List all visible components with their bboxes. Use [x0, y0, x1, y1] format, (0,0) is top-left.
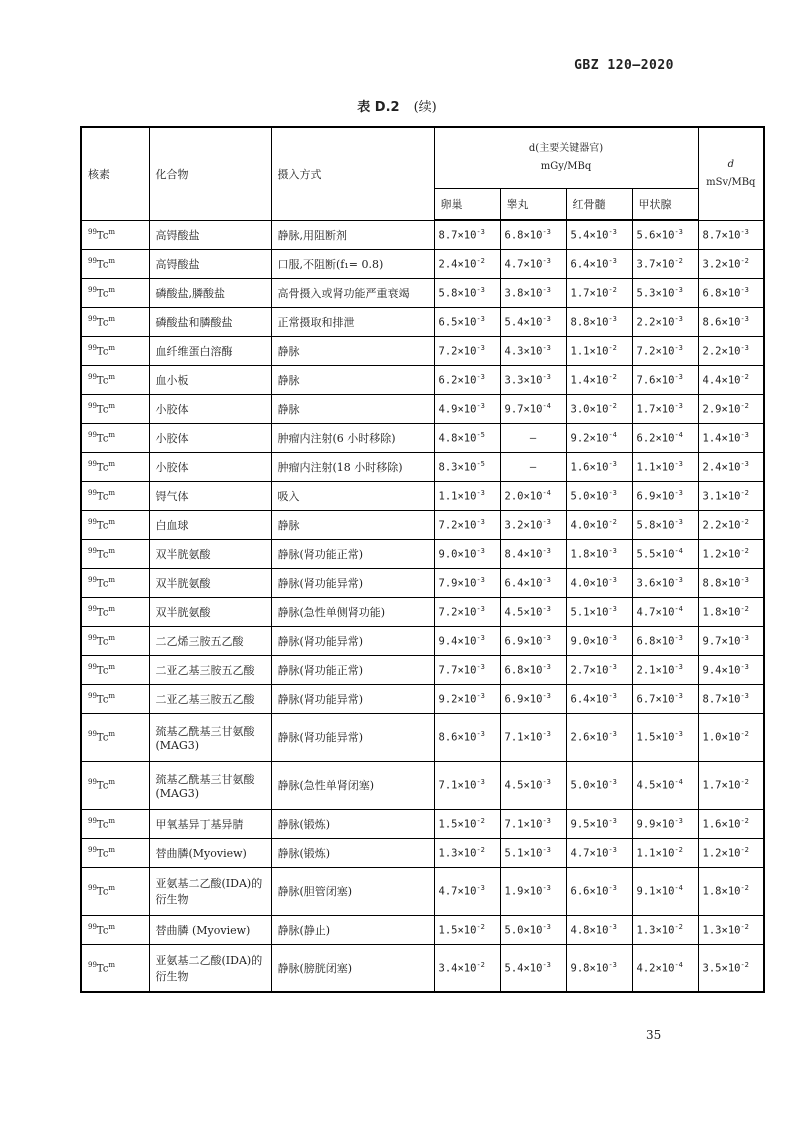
table-row [81, 867, 764, 915]
cell-effective-dose: $2.2\times 10^{-2}$ [698, 510, 764, 539]
cell-compound: 二乙烯三胺五乙酸 [149, 626, 271, 655]
cell-ovary-dose: $5.8\times 10^{-3}$ [434, 278, 500, 307]
cell-red-marrow-dose: $6.4\times 10^{-3}$ [566, 684, 632, 713]
cell-compound: 高锝酸盐 [149, 220, 271, 249]
cell-compound: 锝气体 [149, 481, 271, 510]
cell-nuclide: $^{99}$Tc$^m$ [81, 336, 149, 365]
cell-red-marrow-dose: $6.6\times 10^{-3}$ [566, 867, 632, 915]
cell-nuclide: $^{99}$Tc$^m$ [81, 278, 149, 307]
cell-thyroid-dose: $5.5\times 10^{-4}$ [632, 539, 698, 568]
header-effective-dose-unit: mSv/MBq [706, 176, 756, 188]
cell-testis-dose: $5.1\times 10^{-3}$ [500, 838, 566, 867]
table-row [81, 481, 764, 510]
cell-compound: 替曲膦(Myoview) [149, 838, 271, 867]
cell-red-marrow-dose: $1.1\times 10^{-2}$ [566, 336, 632, 365]
cell-intake: 吸入 [271, 481, 434, 510]
cell-intake: 静脉(肾功能异常) [271, 684, 434, 713]
table-row [81, 597, 764, 626]
cell-testis-dose: $9.7\times 10^{-4}$ [500, 394, 566, 423]
header-effective-dose-label: d [727, 158, 734, 170]
cell-thyroid-dose: $1.1\times 10^{-2}$ [632, 838, 698, 867]
cell-testis-dose: — [500, 423, 566, 452]
cell-effective-dose: $1.0\times 10^{-2}$ [698, 713, 764, 761]
cell-intake: 静脉(锻炼) [271, 838, 434, 867]
cell-effective-dose: $1.8\times 10^{-2}$ [698, 597, 764, 626]
cell-effective-dose: $1.4\times 10^{-3}$ [698, 423, 764, 452]
cell-thyroid-dose: $6.2\times 10^{-4}$ [632, 423, 698, 452]
cell-red-marrow-dose: $6.4\times 10^{-3}$ [566, 249, 632, 278]
table-title: 表 D.2 [357, 100, 400, 115]
cell-nuclide: $^{99}$Tc$^m$ [81, 568, 149, 597]
cell-effective-dose: $4.4\times 10^{-2}$ [698, 365, 764, 394]
cell-thyroid-dose: $4.2\times 10^{-4}$ [632, 944, 698, 992]
cell-testis-dose: $7.1\times 10^{-3}$ [500, 713, 566, 761]
cell-compound: 亚氨基二乙酸(IDA)的衍生物 [149, 867, 271, 915]
cell-ovary-dose: $9.2\times 10^{-3}$ [434, 684, 500, 713]
cell-red-marrow-dose: $4.0\times 10^{-2}$ [566, 510, 632, 539]
cell-compound: 血纤维蛋白溶酶 [149, 336, 271, 365]
cell-testis-dose: $4.5\times 10^{-3}$ [500, 597, 566, 626]
cell-compound: 白血球 [149, 510, 271, 539]
cell-compound: 双半胱氨酸 [149, 597, 271, 626]
cell-ovary-dose: $6.5\times 10^{-3}$ [434, 307, 500, 336]
cell-red-marrow-dose: $3.0\times 10^{-2}$ [566, 394, 632, 423]
cell-red-marrow-dose: $4.0\times 10^{-3}$ [566, 568, 632, 597]
cell-testis-dose: $1.9\times 10^{-3}$ [500, 867, 566, 915]
cell-testis-dose: $6.9\times 10^{-3}$ [500, 684, 566, 713]
cell-ovary-dose: $1.5\times 10^{-2}$ [434, 809, 500, 838]
cell-nuclide: $^{99}$Tc$^m$ [81, 838, 149, 867]
cell-intake: 静脉(肾功能异常) [271, 568, 434, 597]
cell-red-marrow-dose: $1.7\times 10^{-2}$ [566, 278, 632, 307]
cell-testis-dose: $4.3\times 10^{-3}$ [500, 336, 566, 365]
cell-intake: 静脉(肾功能正常) [271, 539, 434, 568]
cell-nuclide: $^{99}$Tc$^m$ [81, 481, 149, 510]
cell-testis-dose: $3.3\times 10^{-3}$ [500, 365, 566, 394]
cell-thyroid-dose: $4.7\times 10^{-4}$ [632, 597, 698, 626]
cell-intake: 静脉(急性单侧肾功能) [271, 597, 434, 626]
cell-red-marrow-dose: $4.8\times 10^{-3}$ [566, 915, 632, 944]
cell-intake: 静脉(胆管闭塞) [271, 867, 434, 915]
cell-testis-dose: $3.8\times 10^{-3}$ [500, 278, 566, 307]
cell-ovary-dose: $3.4\times 10^{-2}$ [434, 944, 500, 992]
table-row [81, 626, 764, 655]
cell-intake: 正常摄取和排泄 [271, 307, 434, 336]
cell-testis-dose: $6.9\times 10^{-3}$ [500, 626, 566, 655]
cell-compound: 小胶体 [149, 452, 271, 481]
cell-thyroid-dose: $1.3\times 10^{-2}$ [632, 915, 698, 944]
cell-intake: 口服,不阻断(f₁= 0.8) [271, 249, 434, 278]
cell-nuclide: $^{99}$Tc$^m$ [81, 684, 149, 713]
cell-thyroid-dose: $2.1\times 10^{-3}$ [632, 655, 698, 684]
cell-ovary-dose: $1.3\times 10^{-2}$ [434, 838, 500, 867]
header-organ-red-marrow: 红骨髓 [566, 189, 632, 221]
table-row [81, 510, 764, 539]
cell-intake: 静脉(肾功能异常) [271, 713, 434, 761]
cell-compound: 磷酸盐和膦酸盐 [149, 307, 271, 336]
cell-nuclide: $^{99}$Tc$^m$ [81, 655, 149, 684]
cell-red-marrow-dose: $1.6\times 10^{-3}$ [566, 452, 632, 481]
header-compound: 化合物 [149, 127, 271, 220]
cell-testis-dose: $5.4\times 10^{-3}$ [500, 944, 566, 992]
cell-nuclide: $^{99}$Tc$^m$ [81, 307, 149, 336]
cell-ovary-dose: $7.7\times 10^{-3}$ [434, 655, 500, 684]
header-organ-dose-label: d(主要关键器官) [528, 143, 604, 154]
header-organ-dose [434, 127, 698, 189]
cell-effective-dose: $8.6\times 10^{-3}$ [698, 307, 764, 336]
cell-intake: 静脉(急性单肾闭塞) [271, 761, 434, 809]
table-row [81, 394, 764, 423]
cell-red-marrow-dose: $5.0\times 10^{-3}$ [566, 481, 632, 510]
cell-effective-dose: $1.6\times 10^{-2}$ [698, 809, 764, 838]
cell-ovary-dose: $7.2\times 10^{-3}$ [434, 510, 500, 539]
cell-thyroid-dose: $4.5\times 10^{-4}$ [632, 761, 698, 809]
cell-nuclide: $^{99}$Tc$^m$ [81, 761, 149, 809]
cell-compound: 亚氨基二乙酸(IDA)的衍生物 [149, 944, 271, 992]
header-intake: 摄入方式 [271, 127, 434, 220]
cell-ovary-dose: $9.0\times 10^{-3}$ [434, 539, 500, 568]
cell-thyroid-dose: $1.7\times 10^{-3}$ [632, 394, 698, 423]
cell-compound: 磷酸盐,膦酸盐 [149, 278, 271, 307]
dose-table [80, 126, 765, 993]
cell-effective-dose: $2.4\times 10^{-3}$ [698, 452, 764, 481]
table-row [81, 539, 764, 568]
cell-ovary-dose: $9.4\times 10^{-3}$ [434, 626, 500, 655]
cell-nuclide: $^{99}$Tc$^m$ [81, 809, 149, 838]
cell-nuclide: $^{99}$Tc$^m$ [81, 539, 149, 568]
cell-effective-dose: $1.2\times 10^{-2}$ [698, 539, 764, 568]
cell-ovary-dose: $1.5\times 10^{-2}$ [434, 915, 500, 944]
table-continued: (续) [413, 100, 437, 115]
cell-ovary-dose: $7.2\times 10^{-3}$ [434, 336, 500, 365]
cell-compound: 巯基乙酰基三甘氨酸(MAG3) [149, 761, 271, 809]
table-row [81, 365, 764, 394]
cell-effective-dose: $8.7\times 10^{-3}$ [698, 684, 764, 713]
cell-red-marrow-dose: $5.4\times 10^{-3}$ [566, 220, 632, 249]
cell-ovary-dose: $1.1\times 10^{-3}$ [434, 481, 500, 510]
table-row [81, 336, 764, 365]
cell-red-marrow-dose: $4.7\times 10^{-3}$ [566, 838, 632, 867]
table-caption [0, 96, 794, 115]
cell-effective-dose: $9.7\times 10^{-3}$ [698, 626, 764, 655]
cell-effective-dose: $9.4\times 10^{-3}$ [698, 655, 764, 684]
cell-testis-dose: $8.4\times 10^{-3}$ [500, 539, 566, 568]
cell-ovary-dose: $8.6\times 10^{-3}$ [434, 713, 500, 761]
cell-nuclide: $^{99}$Tc$^m$ [81, 220, 149, 249]
cell-intake: 肿瘤内注射(6 小时移除) [271, 423, 434, 452]
table-body [81, 220, 764, 992]
cell-compound: 双半胱氨酸 [149, 539, 271, 568]
cell-ovary-dose: $4.8\times 10^{-5}$ [434, 423, 500, 452]
cell-red-marrow-dose: $5.0\times 10^{-3}$ [566, 761, 632, 809]
cell-intake: 静脉(静止) [271, 915, 434, 944]
table-row [81, 915, 764, 944]
cell-nuclide: $^{99}$Tc$^m$ [81, 452, 149, 481]
cell-ovary-dose: $7.2\times 10^{-3}$ [434, 597, 500, 626]
cell-nuclide: $^{99}$Tc$^m$ [81, 915, 149, 944]
cell-effective-dose: $8.8\times 10^{-3}$ [698, 568, 764, 597]
cell-nuclide: $^{99}$Tc$^m$ [81, 713, 149, 761]
cell-compound: 血小板 [149, 365, 271, 394]
cell-nuclide: $^{99}$Tc$^m$ [81, 365, 149, 394]
cell-intake: 静脉(肾功能正常) [271, 655, 434, 684]
cell-intake: 静脉 [271, 394, 434, 423]
cell-intake: 静脉 [271, 510, 434, 539]
standard-code: GBZ 120—2020 [574, 58, 674, 73]
cell-testis-dose: $6.8\times 10^{-3}$ [500, 220, 566, 249]
cell-red-marrow-dose: $8.8\times 10^{-3}$ [566, 307, 632, 336]
header-nuclide: 核素 [81, 127, 149, 220]
cell-compound: 甲氧基异丁基异腈 [149, 809, 271, 838]
cell-testis-dose: $6.4\times 10^{-3}$ [500, 568, 566, 597]
cell-ovary-dose: $8.7\times 10^{-3}$ [434, 220, 500, 249]
cell-ovary-dose: $7.9\times 10^{-3}$ [434, 568, 500, 597]
cell-nuclide: $^{99}$Tc$^m$ [81, 510, 149, 539]
cell-testis-dose: $4.7\times 10^{-3}$ [500, 249, 566, 278]
cell-thyroid-dose: $3.6\times 10^{-3}$ [632, 568, 698, 597]
cell-ovary-dose: $6.2\times 10^{-3}$ [434, 365, 500, 394]
cell-red-marrow-dose: $1.8\times 10^{-3}$ [566, 539, 632, 568]
header-organ-thyroid: 甲状腺 [632, 189, 698, 221]
cell-nuclide: $^{99}$Tc$^m$ [81, 423, 149, 452]
cell-compound: 双半胱氨酸 [149, 568, 271, 597]
cell-thyroid-dose: $6.9\times 10^{-3}$ [632, 481, 698, 510]
cell-red-marrow-dose: $9.8\times 10^{-3}$ [566, 944, 632, 992]
table-row [81, 568, 764, 597]
cell-compound: 高锝酸盐 [149, 249, 271, 278]
cell-intake: 高骨摄入或肾功能严重衰竭 [271, 278, 434, 307]
cell-nuclide: $^{99}$Tc$^m$ [81, 597, 149, 626]
cell-thyroid-dose: $1.5\times 10^{-3}$ [632, 713, 698, 761]
cell-compound: 小胶体 [149, 394, 271, 423]
cell-nuclide: $^{99}$Tc$^m$ [81, 944, 149, 992]
cell-ovary-dose: $2.4\times 10^{-2}$ [434, 249, 500, 278]
table-row [81, 655, 764, 684]
cell-compound: 替曲膦 (Myoview) [149, 915, 271, 944]
cell-nuclide: $^{99}$Tc$^m$ [81, 249, 149, 278]
cell-effective-dose: $2.2\times 10^{-3}$ [698, 336, 764, 365]
cell-thyroid-dose: $5.3\times 10^{-3}$ [632, 278, 698, 307]
cell-compound: 二亚乙基三胺五乙酸 [149, 655, 271, 684]
cell-effective-dose: $1.8\times 10^{-2}$ [698, 867, 764, 915]
cell-thyroid-dose: $3.7\times 10^{-2}$ [632, 249, 698, 278]
table-row [81, 249, 764, 278]
cell-intake: 静脉 [271, 365, 434, 394]
cell-nuclide: $^{99}$Tc$^m$ [81, 394, 149, 423]
cell-effective-dose: $1.7\times 10^{-2}$ [698, 761, 764, 809]
cell-intake: 静脉(膀胱闭塞) [271, 944, 434, 992]
cell-thyroid-dose: $5.8\times 10^{-3}$ [632, 510, 698, 539]
cell-intake: 静脉(锻炼) [271, 809, 434, 838]
cell-testis-dose: $5.0\times 10^{-3}$ [500, 915, 566, 944]
cell-testis-dose: — [500, 452, 566, 481]
cell-testis-dose: $4.5\times 10^{-3}$ [500, 761, 566, 809]
cell-compound: 二亚乙基三胺五乙酸 [149, 684, 271, 713]
table-row [81, 307, 764, 336]
table-row [81, 809, 764, 838]
header-organ-testis: 睾丸 [500, 189, 566, 221]
cell-thyroid-dose: $1.1\times 10^{-3}$ [632, 452, 698, 481]
cell-red-marrow-dose: $1.4\times 10^{-2}$ [566, 365, 632, 394]
cell-ovary-dose: $4.7\times 10^{-3}$ [434, 867, 500, 915]
cell-intake: 肿瘤内注射(18 小时移除) [271, 452, 434, 481]
cell-effective-dose: $1.2\times 10^{-2}$ [698, 838, 764, 867]
cell-compound: 小胶体 [149, 423, 271, 452]
cell-red-marrow-dose: $5.1\times 10^{-3}$ [566, 597, 632, 626]
cell-red-marrow-dose: $9.0\times 10^{-3}$ [566, 626, 632, 655]
table-row [81, 220, 764, 249]
cell-red-marrow-dose: $2.7\times 10^{-3}$ [566, 655, 632, 684]
cell-testis-dose: $6.8\times 10^{-3}$ [500, 655, 566, 684]
cell-effective-dose: $3.1\times 10^{-2}$ [698, 481, 764, 510]
cell-effective-dose: $6.8\times 10^{-3}$ [698, 278, 764, 307]
table-row [81, 713, 764, 761]
header-organ-ovary: 卵巢 [434, 189, 500, 221]
cell-thyroid-dose: $7.2\times 10^{-3}$ [632, 336, 698, 365]
cell-thyroid-dose: $6.8\times 10^{-3}$ [632, 626, 698, 655]
cell-thyroid-dose: $7.6\times 10^{-3}$ [632, 365, 698, 394]
cell-effective-dose: $3.5\times 10^{-2}$ [698, 944, 764, 992]
header-effective-dose [698, 127, 764, 220]
cell-effective-dose: $1.3\times 10^{-2}$ [698, 915, 764, 944]
cell-effective-dose: $8.7\times 10^{-3}$ [698, 220, 764, 249]
cell-thyroid-dose: $2.2\times 10^{-3}$ [632, 307, 698, 336]
cell-nuclide: $^{99}$Tc$^m$ [81, 867, 149, 915]
cell-testis-dose: $2.0\times 10^{-4}$ [500, 481, 566, 510]
cell-red-marrow-dose: $9.5\times 10^{-3}$ [566, 809, 632, 838]
cell-ovary-dose: $4.9\times 10^{-3}$ [434, 394, 500, 423]
cell-red-marrow-dose: $2.6\times 10^{-3}$ [566, 713, 632, 761]
page-number: 35 [646, 1028, 662, 1042]
table-row [81, 278, 764, 307]
table-row [81, 838, 764, 867]
header-organ-dose-unit: mGy/MBq [540, 161, 592, 172]
table-row [81, 761, 764, 809]
cell-intake: 静脉,用阻断剂 [271, 220, 434, 249]
cell-ovary-dose: $7.1\times 10^{-3}$ [434, 761, 500, 809]
cell-thyroid-dose: $9.9\times 10^{-3}$ [632, 809, 698, 838]
cell-effective-dose: $2.9\times 10^{-2}$ [698, 394, 764, 423]
cell-intake: 静脉 [271, 336, 434, 365]
table-row [81, 452, 764, 481]
cell-thyroid-dose: $6.7\times 10^{-3}$ [632, 684, 698, 713]
table-row [81, 684, 764, 713]
cell-thyroid-dose: $9.1\times 10^{-4}$ [632, 867, 698, 915]
table-row [81, 944, 764, 992]
cell-nuclide: $^{99}$Tc$^m$ [81, 626, 149, 655]
cell-red-marrow-dose: $9.2\times 10^{-4}$ [566, 423, 632, 452]
cell-intake: 静脉(肾功能异常) [271, 626, 434, 655]
cell-compound: 巯基乙酰基三甘氨酸(MAG3) [149, 713, 271, 761]
cell-thyroid-dose: $5.6\times 10^{-3}$ [632, 220, 698, 249]
cell-testis-dose: $3.2\times 10^{-3}$ [500, 510, 566, 539]
cell-testis-dose: $7.1\times 10^{-3}$ [500, 809, 566, 838]
table-row [81, 423, 764, 452]
cell-effective-dose: $3.2\times 10^{-2}$ [698, 249, 764, 278]
cell-ovary-dose: $8.3\times 10^{-5}$ [434, 452, 500, 481]
cell-testis-dose: $5.4\times 10^{-3}$ [500, 307, 566, 336]
